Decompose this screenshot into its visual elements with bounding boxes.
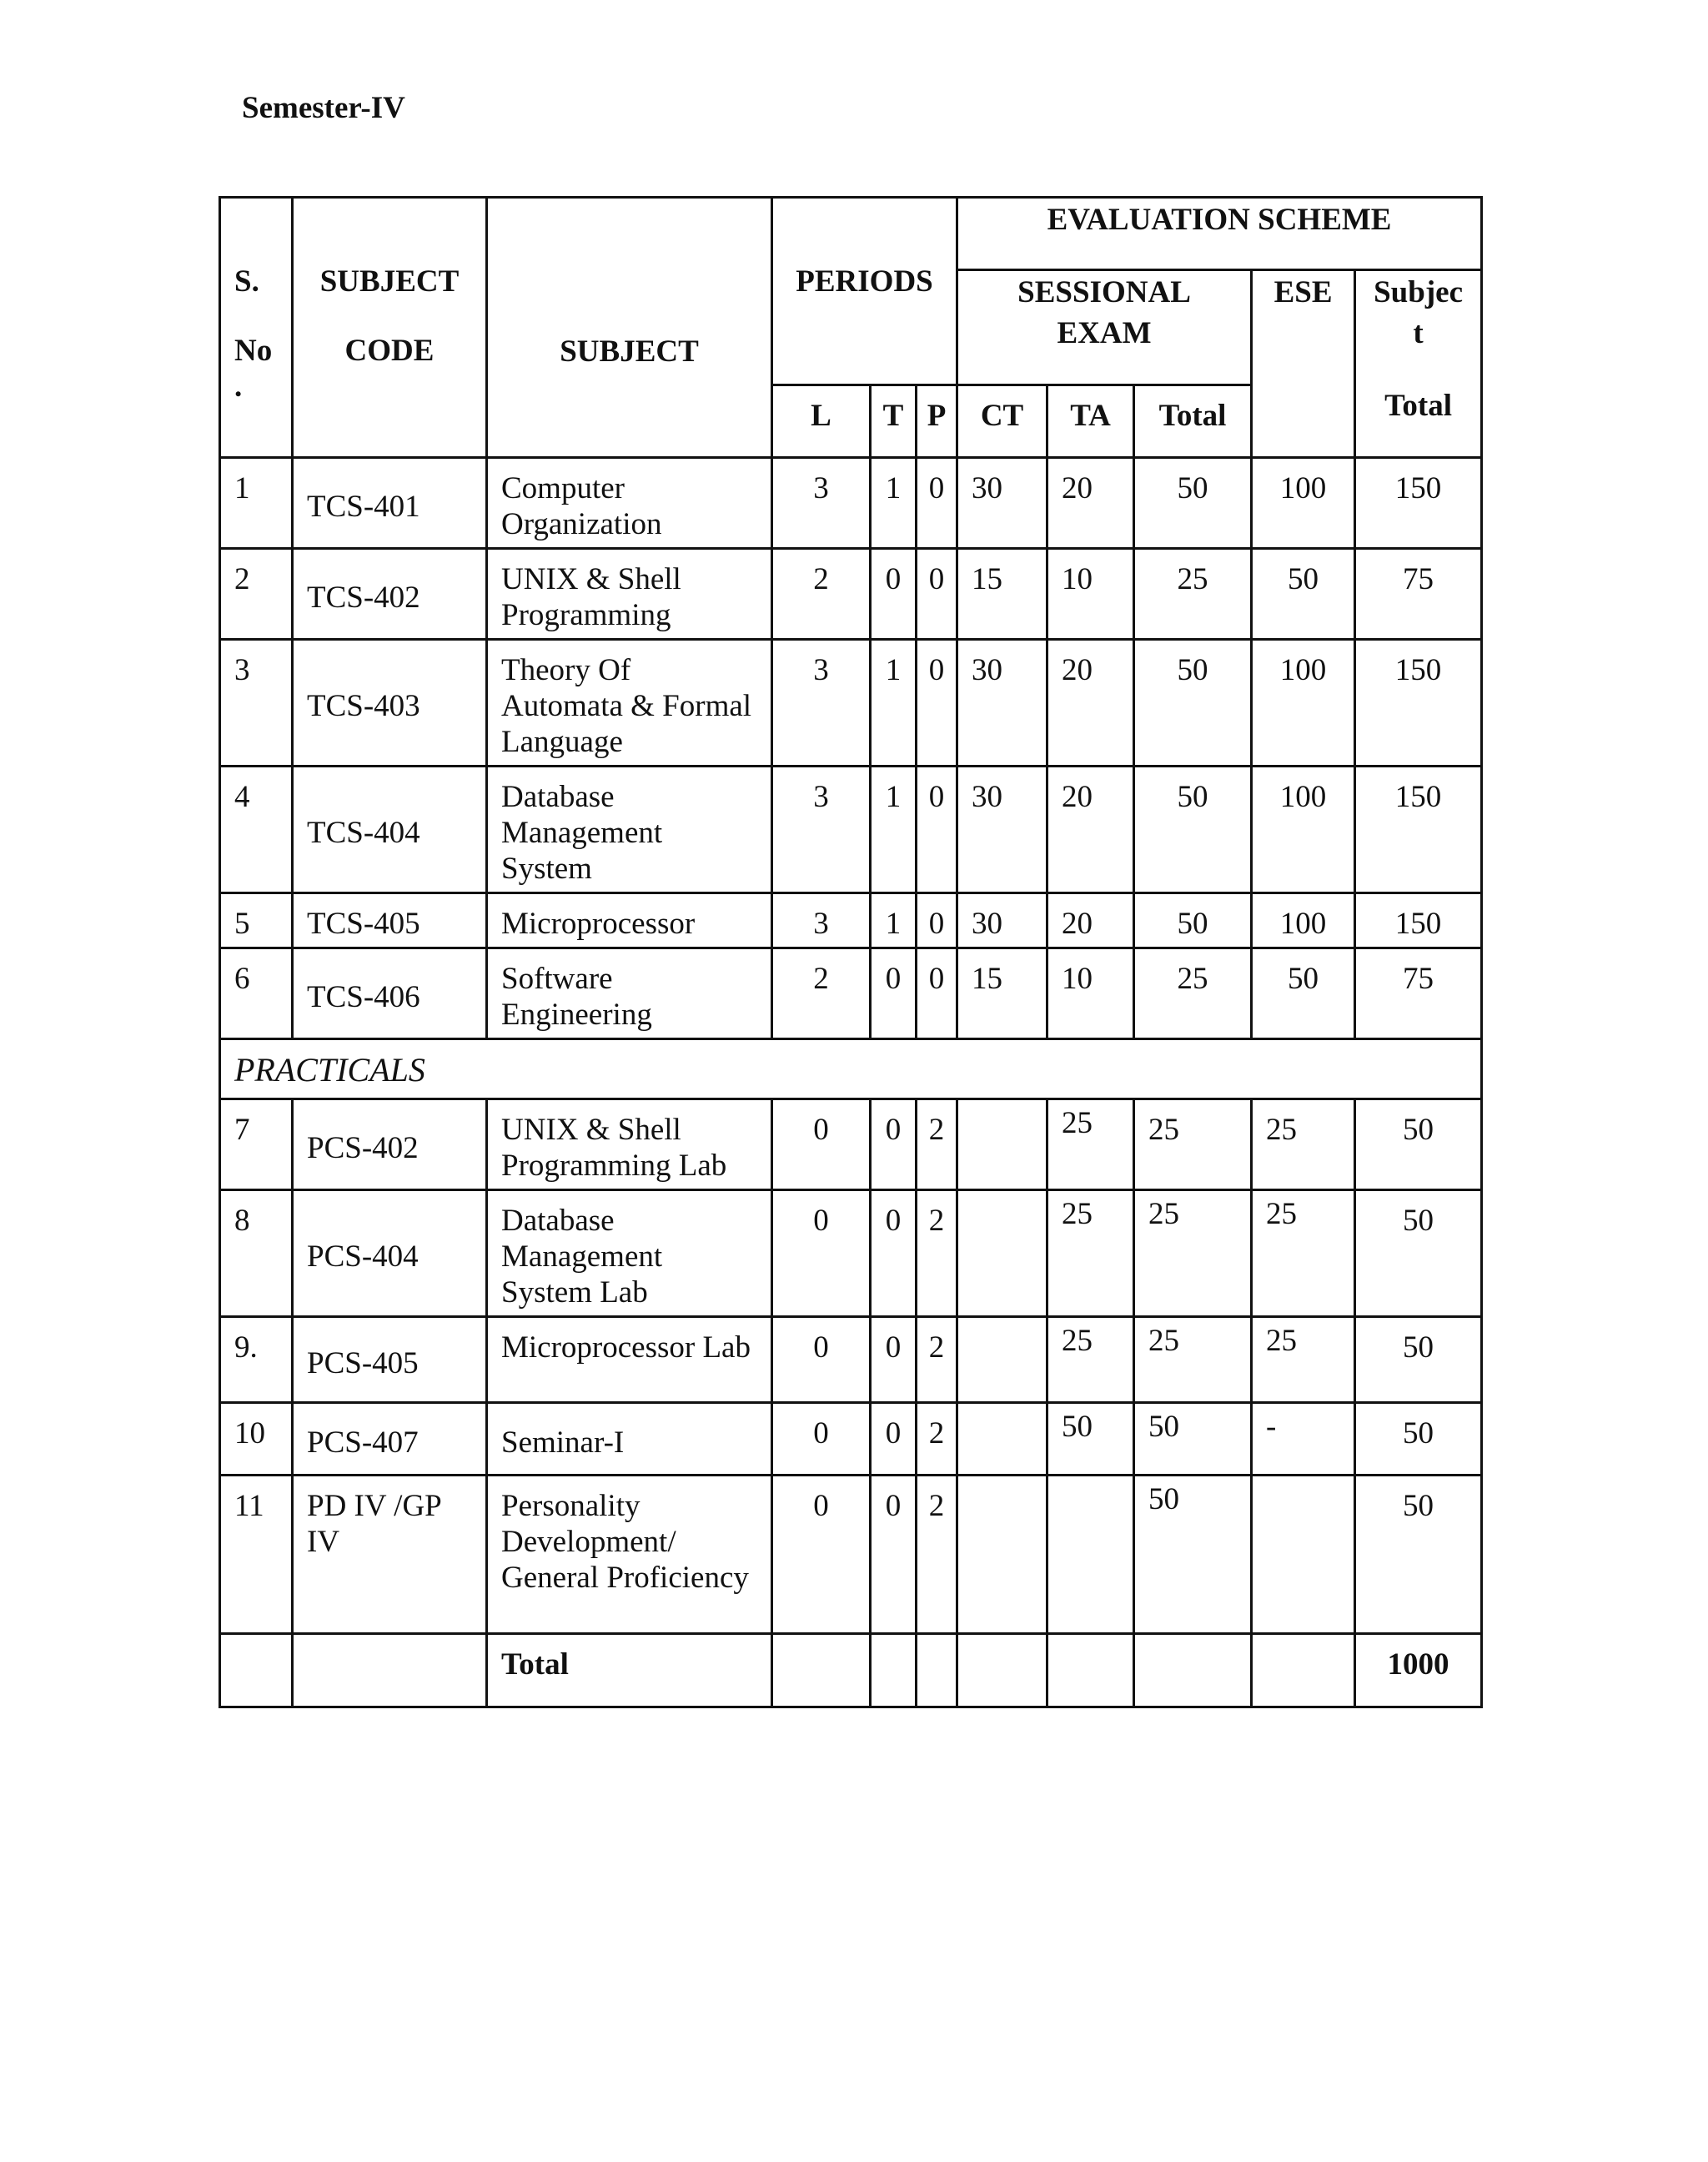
header-sno <box>220 198 293 458</box>
cell-p: 0 <box>917 458 957 549</box>
header-sno-line-3: . <box>234 370 243 404</box>
cell-ta: 25 <box>1047 1317 1134 1403</box>
table-row <box>220 948 1482 1039</box>
cell-ta: 50 <box>1047 1403 1134 1476</box>
cell-t: 0 <box>871 1403 917 1476</box>
cell-l: 3 <box>772 893 871 948</box>
cell-total: 50 <box>1134 1476 1252 1634</box>
evaluation-scheme-table <box>219 196 1483 1708</box>
header-t: T <box>871 385 917 458</box>
cell-ta: 25 <box>1047 1190 1134 1317</box>
cell-t: 0 <box>871 948 917 1039</box>
cell-total: 50 <box>1134 640 1252 767</box>
cell-l: 2 <box>772 948 871 1039</box>
cell-ta: 10 <box>1047 549 1134 640</box>
cell-ese: 100 <box>1252 640 1355 767</box>
header-row-1 <box>220 198 1482 270</box>
header-subject-code-line-1: SUBJECT <box>319 264 460 299</box>
cell-sno: 7 <box>220 1099 293 1190</box>
cell-p: 2 <box>917 1099 957 1190</box>
grand-total-value: 1000 <box>1355 1634 1482 1707</box>
cell-l: 0 <box>772 1476 871 1634</box>
cell-l: 3 <box>772 458 871 549</box>
cell-l: 3 <box>772 767 871 893</box>
cell-code: PCS-404 <box>293 1190 487 1317</box>
cell-l: 0 <box>772 1099 871 1190</box>
cell-subject-total: 50 <box>1355 1190 1482 1317</box>
cell-total: 50 <box>1134 767 1252 893</box>
cell-total: 50 <box>1134 893 1252 948</box>
cell-subject-total: 150 <box>1355 767 1482 893</box>
cell-total: 50 <box>1134 458 1252 549</box>
header-subject-total-line-3: Total <box>1384 389 1452 423</box>
cell-subject-total: 50 <box>1355 1403 1482 1476</box>
practicals-section-row <box>220 1039 1482 1099</box>
cell-ta: 20 <box>1047 893 1134 948</box>
cell-total: 25 <box>1134 1317 1252 1403</box>
header-periods <box>772 198 957 385</box>
cell-sno: 3 <box>220 640 293 767</box>
cell-ese: 50 <box>1252 948 1355 1039</box>
cell-ct: 15 <box>957 549 1047 640</box>
grand-total-row <box>220 1634 1482 1707</box>
cell-l: 3 <box>772 640 871 767</box>
cell-subject-total: 75 <box>1355 549 1482 640</box>
table-row <box>220 1317 1482 1403</box>
header-periods-label: PERIODS <box>796 264 933 299</box>
header-l: L <box>772 385 871 458</box>
header-sno-line-2: No <box>234 334 273 368</box>
table-row <box>220 893 1482 948</box>
cell-t: 1 <box>871 767 917 893</box>
cell-ta: 10 <box>1047 948 1134 1039</box>
table-row <box>220 1099 1482 1190</box>
header-subject-total-line-1: Subjec <box>1374 275 1463 309</box>
cell-code: PCS-405 <box>293 1317 487 1403</box>
page-title: Semester-IV <box>242 91 405 125</box>
cell-subject: Seminar-I <box>487 1403 772 1476</box>
header-subject-code <box>293 198 487 458</box>
cell-l: 0 <box>772 1317 871 1403</box>
table-row <box>220 1476 1482 1634</box>
cell-code: TCS-402 <box>293 549 487 640</box>
cell-empty <box>1134 1634 1252 1707</box>
header-evaluation-scheme: EVALUATION SCHEME <box>957 198 1482 270</box>
cell-subject: UNIX & Shell Programming Lab <box>487 1099 772 1190</box>
cell-ese: 50 <box>1252 549 1355 640</box>
cell-subject: Microprocessor <box>487 893 772 948</box>
header-subject-code-line-2: CODE <box>344 334 435 368</box>
cell-t: 0 <box>871 549 917 640</box>
cell-ct: 30 <box>957 767 1047 893</box>
cell-subject: Database Management System <box>487 767 772 893</box>
table-row <box>220 1190 1482 1317</box>
cell-t: 1 <box>871 458 917 549</box>
cell-ta: 20 <box>1047 767 1134 893</box>
cell-ct: 30 <box>957 640 1047 767</box>
cell-sno: 11 <box>220 1476 293 1634</box>
cell-ese: 25 <box>1252 1317 1355 1403</box>
cell-ct: 30 <box>957 893 1047 948</box>
cell-code: TCS-404 <box>293 767 487 893</box>
cell-subject: UNIX & Shell Programming <box>487 549 772 640</box>
cell-ese: - <box>1252 1403 1355 1476</box>
cell-p: 2 <box>917 1476 957 1634</box>
header-subject-total <box>1355 270 1482 458</box>
cell-subject: Database Management System Lab <box>487 1190 772 1317</box>
cell-total: 25 <box>1134 549 1252 640</box>
cell-sno: 8 <box>220 1190 293 1317</box>
cell-sno: 5 <box>220 893 293 948</box>
practicals-label: PRACTICALS <box>220 1039 1482 1099</box>
cell-ese: 25 <box>1252 1190 1355 1317</box>
cell-empty <box>1252 1634 1355 1707</box>
cell-subject-total: 150 <box>1355 893 1482 948</box>
table-row <box>220 767 1482 893</box>
cell-subject: Theory Of Automata & Formal Language <box>487 640 772 767</box>
cell-subject-total: 50 <box>1355 1099 1482 1190</box>
header-subject-total-line-2: t <box>1413 316 1424 350</box>
cell-empty <box>1047 1634 1134 1707</box>
cell-empty <box>220 1634 293 1707</box>
cell-l: 2 <box>772 549 871 640</box>
cell-subject-total: 150 <box>1355 640 1482 767</box>
cell-code: PCS-407 <box>293 1403 487 1476</box>
cell-sno: 9. <box>220 1317 293 1403</box>
cell-sno: 10 <box>220 1403 293 1476</box>
cell-code: PD IV /GP IV <box>293 1476 487 1634</box>
cell-subject-total: 50 <box>1355 1476 1482 1634</box>
cell-empty <box>957 1634 1047 1707</box>
cell-ct: 30 <box>957 458 1047 549</box>
header-subject-label: SUBJECT <box>560 334 699 369</box>
cell-t: 1 <box>871 640 917 767</box>
cell-ese: 25 <box>1252 1099 1355 1190</box>
cell-ese: 100 <box>1252 893 1355 948</box>
cell-total: 25 <box>1134 948 1252 1039</box>
cell-empty <box>772 1634 871 1707</box>
header-sessional-line-1: SESSIONAL <box>1017 275 1191 309</box>
cell-subject: Software Engineering <box>487 948 772 1039</box>
cell-p: 2 <box>917 1403 957 1476</box>
grand-total-label: Total <box>487 1634 772 1707</box>
cell-subject-total: 150 <box>1355 458 1482 549</box>
cell-subject: Personality Development/ General Proficiency <box>487 1476 772 1634</box>
cell-t: 0 <box>871 1190 917 1317</box>
cell-sno: 2 <box>220 549 293 640</box>
cell-total: 25 <box>1134 1099 1252 1190</box>
cell-t: 0 <box>871 1476 917 1634</box>
cell-ct <box>957 1190 1047 1317</box>
cell-l: 0 <box>772 1190 871 1317</box>
header-sessional-line-2: EXAM <box>1057 316 1152 350</box>
cell-l: 0 <box>772 1403 871 1476</box>
cell-t: 1 <box>871 893 917 948</box>
cell-subject-total: 75 <box>1355 948 1482 1039</box>
cell-p: 2 <box>917 1317 957 1403</box>
header-total: Total <box>1134 385 1252 458</box>
cell-total: 25 <box>1134 1190 1252 1317</box>
cell-sno: 4 <box>220 767 293 893</box>
cell-p: 0 <box>917 767 957 893</box>
table-row <box>220 458 1482 549</box>
header-p: P <box>917 385 957 458</box>
cell-subject-total: 50 <box>1355 1317 1482 1403</box>
cell-t: 0 <box>871 1099 917 1190</box>
table-row <box>220 640 1482 767</box>
cell-p: 2 <box>917 1190 957 1317</box>
cell-sno: 1 <box>220 458 293 549</box>
cell-sno: 6 <box>220 948 293 1039</box>
header-subject <box>487 198 772 458</box>
cell-total: 50 <box>1134 1403 1252 1476</box>
table-row <box>220 1403 1482 1476</box>
cell-ct <box>957 1476 1047 1634</box>
cell-code: TCS-401 <box>293 458 487 549</box>
cell-code: TCS-406 <box>293 948 487 1039</box>
header-sno-line-1: S. <box>234 264 259 299</box>
cell-ct <box>957 1099 1047 1190</box>
cell-empty <box>871 1634 917 1707</box>
cell-ct <box>957 1317 1047 1403</box>
cell-p: 0 <box>917 549 957 640</box>
cell-code: TCS-403 <box>293 640 487 767</box>
cell-ct: 15 <box>957 948 1047 1039</box>
cell-code: TCS-405 <box>293 893 487 948</box>
cell-p: 0 <box>917 948 957 1039</box>
cell-empty <box>917 1634 957 1707</box>
cell-ta: 20 <box>1047 458 1134 549</box>
header-ta: TA <box>1047 385 1134 458</box>
header-ese: ESE <box>1252 270 1355 458</box>
header-sessional-exam <box>957 270 1252 385</box>
cell-ta <box>1047 1476 1134 1634</box>
cell-ese: 100 <box>1252 458 1355 549</box>
cell-code: PCS-402 <box>293 1099 487 1190</box>
cell-t: 0 <box>871 1317 917 1403</box>
header-ct: CT <box>957 385 1047 458</box>
cell-ta: 25 <box>1047 1099 1134 1190</box>
table-row <box>220 549 1482 640</box>
cell-subject: Computer Organization <box>487 458 772 549</box>
cell-ese: 100 <box>1252 767 1355 893</box>
cell-ct <box>957 1403 1047 1476</box>
cell-subject: Microprocessor Lab <box>487 1317 772 1403</box>
cell-p: 0 <box>917 640 957 767</box>
cell-p: 0 <box>917 893 957 948</box>
cell-empty <box>293 1634 487 1707</box>
cell-ese <box>1252 1476 1355 1634</box>
cell-ta: 20 <box>1047 640 1134 767</box>
